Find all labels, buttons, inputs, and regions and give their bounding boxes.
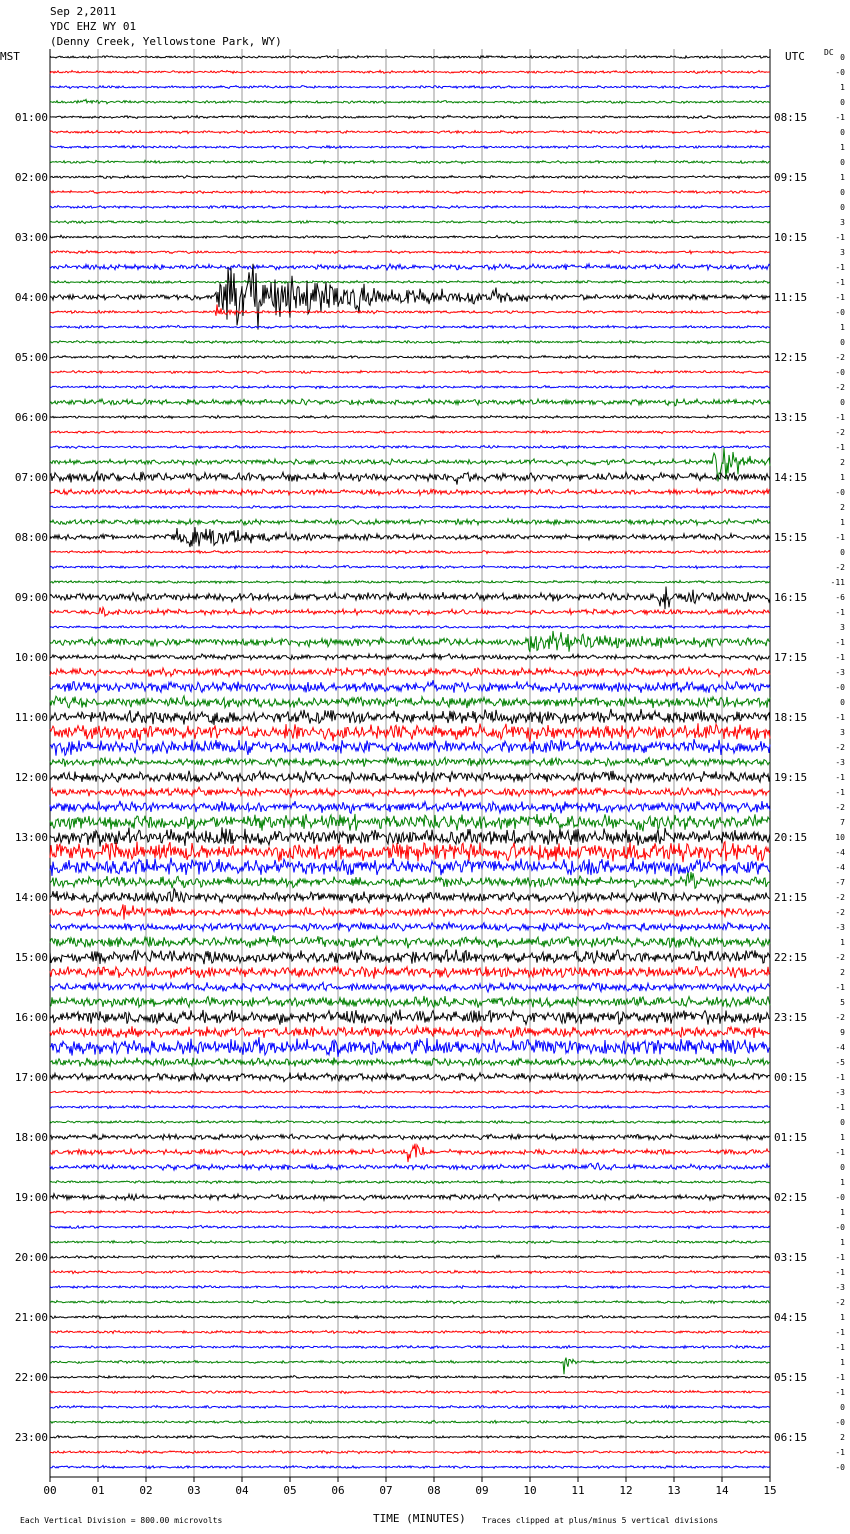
dc-offset-label: -1 (835, 1148, 845, 1157)
x-tick-label: 04 (235, 1484, 249, 1497)
trace-row-50 (50, 801, 770, 814)
trace-row-66 (50, 1037, 770, 1057)
right-hour-label: 22:15 (774, 951, 808, 964)
right-hour-label: 17:15 (774, 651, 808, 664)
dc-offset-label: 1 (840, 473, 845, 482)
trace-row-10 (50, 206, 770, 209)
dc-offset-label: 2 (840, 458, 845, 467)
dc-offset-label: 2 (840, 968, 845, 977)
left-hour-label: 17:00 (14, 1071, 48, 1084)
trace-row-48 (50, 771, 770, 783)
right-hour-label: 12:15 (774, 351, 808, 364)
trace-row-82 (50, 1285, 770, 1288)
trace-row-16 (50, 264, 770, 330)
right-hour-label: 01:15 (774, 1131, 808, 1144)
dc-offset-label: -6 (835, 593, 845, 602)
dc-offset-label: -1 (835, 1343, 845, 1352)
trace-row-84 (50, 1315, 770, 1318)
left-hour-label: 23:00 (14, 1431, 48, 1444)
dc-offset-label: -1 (835, 1073, 845, 1082)
dc-offset-label: 0 (840, 338, 845, 347)
right-hour-label: 20:15 (774, 831, 808, 844)
trace-row-94 (50, 1465, 770, 1468)
dc-offset-label: 1 (840, 518, 845, 527)
x-tick-label: 10 (523, 1484, 537, 1497)
dc-header-label: DC (824, 48, 834, 57)
dc-offset-label: -1 (835, 1448, 845, 1457)
location-label: (Denny Creek, Yellowstone Park, WY) (50, 35, 282, 48)
dc-offset-label: 0 (840, 53, 845, 62)
x-tick-label: 02 (139, 1484, 153, 1497)
left-hour-label: 05:00 (14, 351, 48, 364)
dc-offset-label: -5 (835, 1058, 845, 1067)
trace-row-6 (50, 146, 770, 149)
trace-row-79 (50, 1240, 770, 1243)
trace-row-85 (50, 1331, 770, 1334)
trace-row-53 (50, 842, 770, 863)
dc-offset-label: 1 (840, 143, 845, 152)
trace-row-68 (50, 1072, 770, 1082)
x-tick-label: 12 (619, 1484, 633, 1497)
trace-row-62 (50, 982, 770, 992)
left-hour-label: 16:00 (14, 1011, 48, 1024)
date-label: Sep 2,2011 (50, 5, 117, 18)
left-hour-label: 12:00 (14, 771, 48, 784)
left-timezone-label: MST (0, 50, 20, 63)
dc-offset-label: -3 (835, 668, 845, 677)
trace-row-89 (50, 1390, 770, 1393)
dc-offset-label: -1 (835, 983, 845, 992)
trace-row-23 (50, 399, 770, 406)
dc-offset-label: -2 (835, 353, 845, 362)
dc-offset-label: -0 (835, 308, 845, 317)
dc-offset-label: -2 (835, 1298, 845, 1307)
dc-offset-label: -1 (835, 113, 845, 122)
dc-offset-label: 0 (840, 98, 845, 107)
trace-row-74 (50, 1163, 770, 1170)
dc-offset-label: -4 (835, 863, 845, 872)
trace-row-69 (50, 1091, 770, 1094)
dc-offset-label: 0 (840, 398, 845, 407)
trace-row-60 (50, 950, 770, 965)
dc-offset-label: 3 (840, 728, 845, 737)
x-tick-label: 01 (91, 1484, 105, 1497)
dc-offset-label: 1 (840, 83, 845, 92)
dc-offset-label: 9 (840, 1028, 845, 1037)
trace-row-70 (50, 1106, 770, 1109)
dc-offset-label: -2 (835, 428, 845, 437)
trace-row-41 (50, 668, 770, 677)
trace-row-49 (50, 787, 770, 797)
dc-offset-label: -1 (835, 533, 845, 542)
right-hour-label: 15:15 (774, 531, 808, 544)
trace-row-2 (50, 86, 770, 89)
dc-offset-label: -1 (835, 773, 845, 782)
trace-row-38 (50, 626, 770, 629)
trace-row-19 (50, 341, 770, 344)
dc-offset-label: -1 (835, 1253, 845, 1262)
dc-offset-label: -2 (835, 953, 845, 962)
trace-row-86 (50, 1345, 770, 1348)
dc-offset-label: 1 (840, 1133, 845, 1142)
dc-offset-label: 10 (835, 833, 845, 842)
trace-row-46 (50, 739, 770, 756)
dc-offset-label: -11 (830, 578, 845, 587)
dc-offset-label: -1 (835, 233, 845, 242)
x-axis-label: TIME (MINUTES) (373, 1512, 466, 1525)
trace-row-21 (50, 371, 770, 374)
trace-row-93 (50, 1450, 770, 1453)
dc-offset-label: -2 (835, 383, 845, 392)
left-hour-label: 22:00 (14, 1371, 48, 1384)
left-hour-label: 13:00 (14, 831, 48, 844)
trace-row-30 (50, 506, 770, 509)
dc-offset-label: -2 (835, 893, 845, 902)
trace-row-11 (50, 220, 770, 223)
dc-offset-label: -1 (835, 263, 845, 272)
trace-row-4 (50, 115, 770, 118)
trace-row-81 (50, 1271, 770, 1274)
dc-offset-label: 1 (840, 1313, 845, 1322)
trace-row-92 (50, 1436, 770, 1439)
dc-offset-label: -1 (835, 653, 845, 662)
trace-row-75 (50, 1181, 770, 1184)
trace-row-56 (50, 889, 770, 904)
trace-row-7 (50, 160, 770, 163)
left-hour-label: 21:00 (14, 1311, 48, 1324)
trace-row-65 (50, 1026, 770, 1038)
trace-row-34 (50, 565, 770, 568)
dc-offset-label: -1 (835, 1373, 845, 1382)
dc-offset-label: -0 (835, 368, 845, 377)
dc-offset-label: -2 (835, 803, 845, 812)
right-hour-label: 06:15 (774, 1431, 808, 1444)
dc-offset-label: 0 (840, 1403, 845, 1412)
right-hour-label: 05:15 (774, 1371, 808, 1384)
trace-row-43 (50, 696, 770, 708)
trace-row-37 (50, 607, 770, 616)
dc-offset-label: -2 (835, 1013, 845, 1022)
trace-row-61 (50, 966, 770, 978)
dc-offset-label: -0 (835, 68, 845, 77)
dc-offset-label: -0 (835, 1418, 845, 1427)
trace-row-9 (50, 191, 770, 194)
dc-offset-label: -4 (835, 848, 845, 857)
right-hour-label: 03:15 (774, 1251, 808, 1264)
dc-offset-label: 0 (840, 1163, 845, 1172)
trace-row-29 (50, 489, 770, 495)
trace-row-15 (50, 281, 770, 284)
trace-row-88 (50, 1375, 770, 1378)
dc-offset-label: 1 (840, 1358, 845, 1367)
trace-row-58 (50, 923, 770, 932)
trace-row-91 (50, 1420, 770, 1423)
dc-offset-label: -1 (835, 1328, 845, 1337)
trace-row-67 (50, 1058, 770, 1067)
trace-row-77 (50, 1211, 770, 1214)
trace-row-90 (50, 1406, 770, 1409)
scale-note: Each Vertical Division = 800.00 microvolts (20, 1516, 223, 1525)
trace-row-87 (50, 1358, 770, 1375)
dc-offset-label: 1 (840, 1238, 845, 1247)
dc-offset-label: 3 (840, 248, 845, 257)
left-hour-label: 03:00 (14, 231, 48, 244)
right-hour-label: 16:15 (774, 591, 808, 604)
trace-row-25 (50, 431, 770, 434)
left-hour-label: 04:00 (14, 291, 48, 304)
dc-offset-label: 2 (840, 1433, 845, 1442)
dc-offset-label: -1 (835, 278, 845, 287)
trace-row-44 (50, 709, 770, 725)
trace-row-1 (50, 70, 770, 73)
left-hour-label: 20:00 (14, 1251, 48, 1264)
trace-row-57 (50, 904, 770, 919)
trace-row-78 (50, 1225, 770, 1228)
dc-offset-label: -0 (835, 1193, 845, 1202)
dc-offset-label: 7 (840, 818, 845, 827)
trace-row-17 (50, 304, 770, 315)
trace-row-63 (50, 996, 770, 1008)
dc-offset-label: -7 (835, 878, 845, 887)
right-hour-label: 10:15 (774, 231, 808, 244)
trace-row-3 (50, 99, 770, 103)
trace-row-32 (50, 527, 770, 547)
dc-offset-label: 1 (840, 1208, 845, 1217)
trace-row-39 (50, 631, 770, 652)
x-tick-label: 09 (475, 1484, 489, 1497)
dc-offset-label: 0 (840, 158, 845, 167)
dc-offset-label: -1 (835, 1103, 845, 1112)
dc-offset-label: -1 (835, 1388, 845, 1397)
dc-offset-label: 3 (840, 218, 845, 227)
dc-offset-label: -4 (835, 1043, 845, 1052)
dc-offset-label: -0 (835, 683, 845, 692)
dc-offset-label: -3 (835, 1088, 845, 1097)
trace-row-33 (50, 550, 770, 553)
dc-offset-label: -0 (835, 1463, 845, 1472)
x-tick-label: 07 (379, 1484, 393, 1497)
trace-row-42 (50, 680, 770, 693)
dc-offset-label: -1 (835, 413, 845, 422)
trace-row-52 (50, 827, 770, 846)
x-tick-label: 11 (571, 1484, 585, 1497)
left-hour-label: 11:00 (14, 711, 48, 724)
right-hour-label: 23:15 (774, 1011, 808, 1024)
trace-row-8 (50, 175, 770, 178)
trace-row-35 (50, 580, 770, 583)
dc-offset-label: 5 (840, 998, 845, 1007)
dc-offset-label: 3 (840, 623, 845, 632)
x-tick-label: 13 (667, 1484, 681, 1497)
left-hour-label: 18:00 (14, 1131, 48, 1144)
left-hour-label: 10:00 (14, 651, 48, 664)
trace-row-26 (50, 445, 770, 448)
right-hour-label: 21:15 (774, 891, 808, 904)
trace-row-0 (50, 56, 770, 59)
dc-offset-label: 2 (840, 503, 845, 512)
dc-offset-label: -1 (835, 638, 845, 647)
dc-offset-label: 1 (840, 323, 845, 332)
trace-row-45 (50, 723, 770, 742)
trace-row-76 (50, 1194, 770, 1201)
dc-offset-label: -1 (835, 293, 845, 302)
dc-offset-label: 0 (840, 698, 845, 707)
trace-row-40 (50, 654, 770, 660)
trace-row-80 (50, 1255, 770, 1258)
x-tick-label: 15 (763, 1484, 777, 1497)
dc-offset-label: -3 (835, 1283, 845, 1292)
dc-offset-label: -1 (835, 713, 845, 722)
trace-row-36 (50, 587, 770, 610)
right-hour-label: 18:15 (774, 711, 808, 724)
x-tick-label: 00 (43, 1484, 57, 1497)
trace-row-31 (50, 519, 770, 525)
right-hour-label: 04:15 (774, 1311, 808, 1324)
clip-note: Traces clipped at plus/minus 5 vertical divisions (482, 1516, 719, 1525)
right-hour-label: 08:15 (774, 111, 808, 124)
dc-offset-label: 1 (840, 1178, 845, 1187)
trace-row-55 (50, 872, 770, 888)
trace-row-12 (50, 235, 770, 238)
trace-row-64 (50, 1010, 770, 1025)
dc-offset-label: 0 (840, 548, 845, 557)
trace-row-47 (50, 758, 770, 767)
dc-offset-label: -2 (835, 743, 845, 752)
right-hour-label: 14:15 (774, 471, 808, 484)
trace-row-5 (50, 131, 770, 134)
dc-offset-label: 0 (840, 188, 845, 197)
trace-row-20 (50, 355, 770, 358)
trace-row-13 (50, 250, 770, 253)
trace-layer (50, 56, 770, 1469)
right-hour-label: 02:15 (774, 1191, 808, 1204)
x-tick-label: 08 (427, 1484, 441, 1497)
right-hour-label: 13:15 (774, 411, 808, 424)
dc-offset-label: -1 (835, 788, 845, 797)
dc-offset-label: -1 (835, 608, 845, 617)
left-hour-label: 02:00 (14, 171, 48, 184)
trace-row-51 (50, 813, 770, 831)
dc-offset-label: -0 (835, 1223, 845, 1232)
dc-offset-label: 0 (840, 1118, 845, 1127)
left-hour-label: 19:00 (14, 1191, 48, 1204)
trace-row-22 (50, 385, 770, 388)
left-hour-label: 06:00 (14, 411, 48, 424)
trace-row-14 (50, 264, 770, 270)
x-tick-label: 03 (187, 1484, 201, 1497)
trace-row-71 (50, 1120, 770, 1123)
left-hour-label: 07:00 (14, 471, 48, 484)
trace-row-54 (50, 858, 770, 876)
x-tick-label: 14 (715, 1484, 729, 1497)
trace-row-73 (50, 1144, 770, 1162)
right-hour-label: 11:15 (774, 291, 808, 304)
left-hour-label: 01:00 (14, 111, 48, 124)
trace-row-28 (50, 472, 770, 485)
trace-row-72 (50, 1134, 770, 1140)
dc-offset-label: 1 (840, 938, 845, 947)
left-hour-label: 08:00 (14, 531, 48, 544)
x-tick-label: 05 (283, 1484, 297, 1497)
dc-offset-label: -2 (835, 563, 845, 572)
dc-offset-label: 1 (840, 173, 845, 182)
grid-layer (50, 49, 770, 1482)
trace-row-59 (50, 935, 770, 948)
right-hour-label: 19:15 (774, 771, 808, 784)
left-hour-label: 09:00 (14, 591, 48, 604)
right-hour-label: 00:15 (774, 1071, 808, 1084)
right-hour-label: 09:15 (774, 171, 808, 184)
station-label: YDC EHZ WY 01 (50, 20, 137, 33)
right-timezone-label: UTC (785, 50, 805, 63)
dc-offset-label: -3 (835, 758, 845, 767)
left-hour-label: 15:00 (14, 951, 48, 964)
dc-offset-label: 0 (840, 128, 845, 137)
dc-offset-label: 0 (840, 203, 845, 212)
dc-offset-label: -3 (835, 923, 845, 932)
dc-offset-label: -1 (835, 443, 845, 452)
dc-offset-label: -1 (835, 1268, 845, 1277)
trace-row-24 (50, 415, 770, 418)
x-tick-label: 06 (331, 1484, 345, 1497)
trace-row-18 (50, 325, 770, 328)
left-hour-label: 14:00 (14, 891, 48, 904)
dc-offset-label: -2 (835, 908, 845, 917)
trace-row-83 (50, 1301, 770, 1304)
dc-offset-label: -0 (835, 488, 845, 497)
